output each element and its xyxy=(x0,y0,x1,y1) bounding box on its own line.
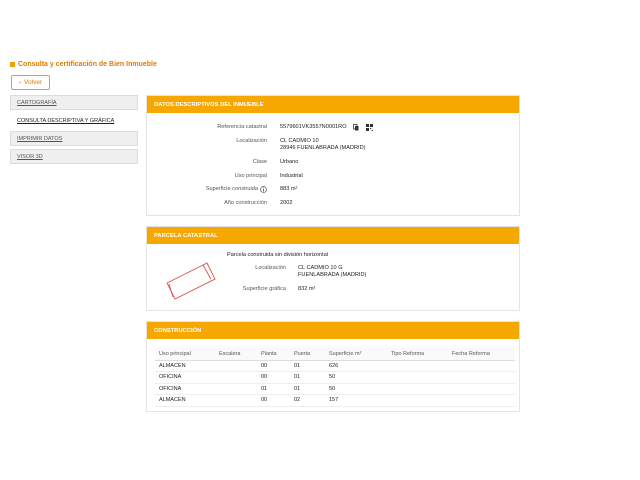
cell-planta: 00 xyxy=(257,372,290,384)
title-bullet-icon xyxy=(10,62,15,67)
anio-value: 2002 xyxy=(280,200,293,206)
col-planta: Planta xyxy=(257,348,290,360)
back-button[interactable] xyxy=(11,75,50,90)
back-button-label: Volver xyxy=(24,79,43,86)
cell-uso: OFICINA xyxy=(155,372,215,384)
table-header-row xyxy=(155,348,515,360)
parcela-subtitle: Parcela construida sin división horizontal xyxy=(227,252,329,258)
parcela-panel xyxy=(146,226,520,311)
col-superficie: Superficie m² xyxy=(325,348,387,360)
cell-tipo-reforma xyxy=(387,360,448,372)
sidebar xyxy=(10,95,138,167)
qr-code-icon[interactable] xyxy=(366,124,373,131)
chevron-left-icon: ‹ xyxy=(18,79,22,86)
parcela-loc-line1: CL CADMIO 10 G xyxy=(298,265,343,271)
sup-value: 883 m² xyxy=(280,186,298,192)
loc-line2: 28946 FUENLABRADA (MADRID) xyxy=(280,145,366,151)
cell-puerta: 01 xyxy=(290,383,325,395)
cell-uso: OFICINA xyxy=(155,383,215,395)
table-row xyxy=(155,383,515,395)
sidebar-item-cartografia[interactable]: CARTOGRAFÍA xyxy=(10,95,138,110)
table-row xyxy=(155,372,515,384)
cell-fecha-reforma xyxy=(448,372,515,384)
cell-planta: 00 xyxy=(257,360,290,372)
cell-escalera xyxy=(215,395,257,407)
cell-tipo-reforma xyxy=(387,395,448,407)
cell-superficie: 626 xyxy=(325,360,387,372)
cell-puerta: 01 xyxy=(290,372,325,384)
cell-fecha-reforma xyxy=(448,395,515,407)
cell-fecha-reforma xyxy=(448,383,515,395)
col-escalera: Escalera xyxy=(215,348,257,360)
page-title-text: Consulta y certificación de Bien Inmueble xyxy=(18,61,157,68)
cell-puerta: 01 xyxy=(290,360,325,372)
parcela-panel-header: PARCELA CATASTRAL xyxy=(147,227,519,244)
sup-label: Superficie construida xyxy=(205,186,258,192)
loc-line1: CL CADMIO 10 xyxy=(280,138,319,144)
cell-escalera xyxy=(215,360,257,372)
parcela-sup-value: 832 m² xyxy=(298,286,316,292)
cell-superficie: 157 xyxy=(325,395,387,407)
parcela-sup-label: Superficie gráfica xyxy=(242,286,286,292)
cell-planta: 01 xyxy=(257,383,290,395)
datos-panel-header: DATOS DESCRIPTIVOS DEL INMUEBLE xyxy=(147,96,519,113)
anio-label: Año construcción xyxy=(224,200,267,206)
clase-value: Urbano xyxy=(280,159,299,165)
cell-escalera xyxy=(215,372,257,384)
construccion-panel xyxy=(146,321,520,412)
table-row xyxy=(155,360,515,372)
ref-label: Referencia catastral xyxy=(217,124,267,130)
uso-value: Industrial xyxy=(280,173,303,179)
cell-escalera xyxy=(215,383,257,395)
cell-planta: 00 xyxy=(257,395,290,407)
datos-panel xyxy=(146,95,520,216)
loc-label: Localización xyxy=(236,138,267,144)
cell-tipo-reforma xyxy=(387,372,448,384)
col-uso: Uso principal xyxy=(155,348,215,360)
uso-label: Uso principal xyxy=(234,173,267,179)
sidebar-item-consulta[interactable]: CONSULTA DESCRIPTIVA Y GRÁFICA xyxy=(10,113,138,128)
cell-puerta: 02 xyxy=(290,395,325,407)
parcela-loc-line2: FUENLABRADA (MADRID) xyxy=(298,272,367,278)
info-icon[interactable] xyxy=(260,186,267,193)
clase-label: Clase xyxy=(252,159,267,165)
ref-value: 5579601VK3557N0001RO xyxy=(280,124,347,130)
cell-uso: ALMACEN xyxy=(155,360,215,372)
col-puerta: Puerta xyxy=(290,348,325,360)
col-fecha-reforma: Fecha Reforma xyxy=(448,348,515,360)
construccion-panel-header: CONSTRUCCIÓN xyxy=(147,322,519,339)
sidebar-item-visor-3d[interactable]: VISOR 3D xyxy=(10,149,138,164)
cell-superficie: 50 xyxy=(325,383,387,395)
construccion-table xyxy=(155,348,515,407)
cell-superficie: 50 xyxy=(325,372,387,384)
col-tipo-reforma: Tipo Reforma xyxy=(387,348,448,360)
cell-tipo-reforma xyxy=(387,383,448,395)
cell-fecha-reforma xyxy=(448,360,515,372)
cell-uso: ALMACEN xyxy=(155,395,215,407)
sidebar-item-imprimir[interactable]: IMPRIMIR DATOS xyxy=(10,131,138,146)
page-title xyxy=(10,61,157,68)
parcela-loc-label: Localización xyxy=(255,265,286,271)
copy-icon[interactable] xyxy=(353,124,359,131)
table-row xyxy=(155,395,515,407)
